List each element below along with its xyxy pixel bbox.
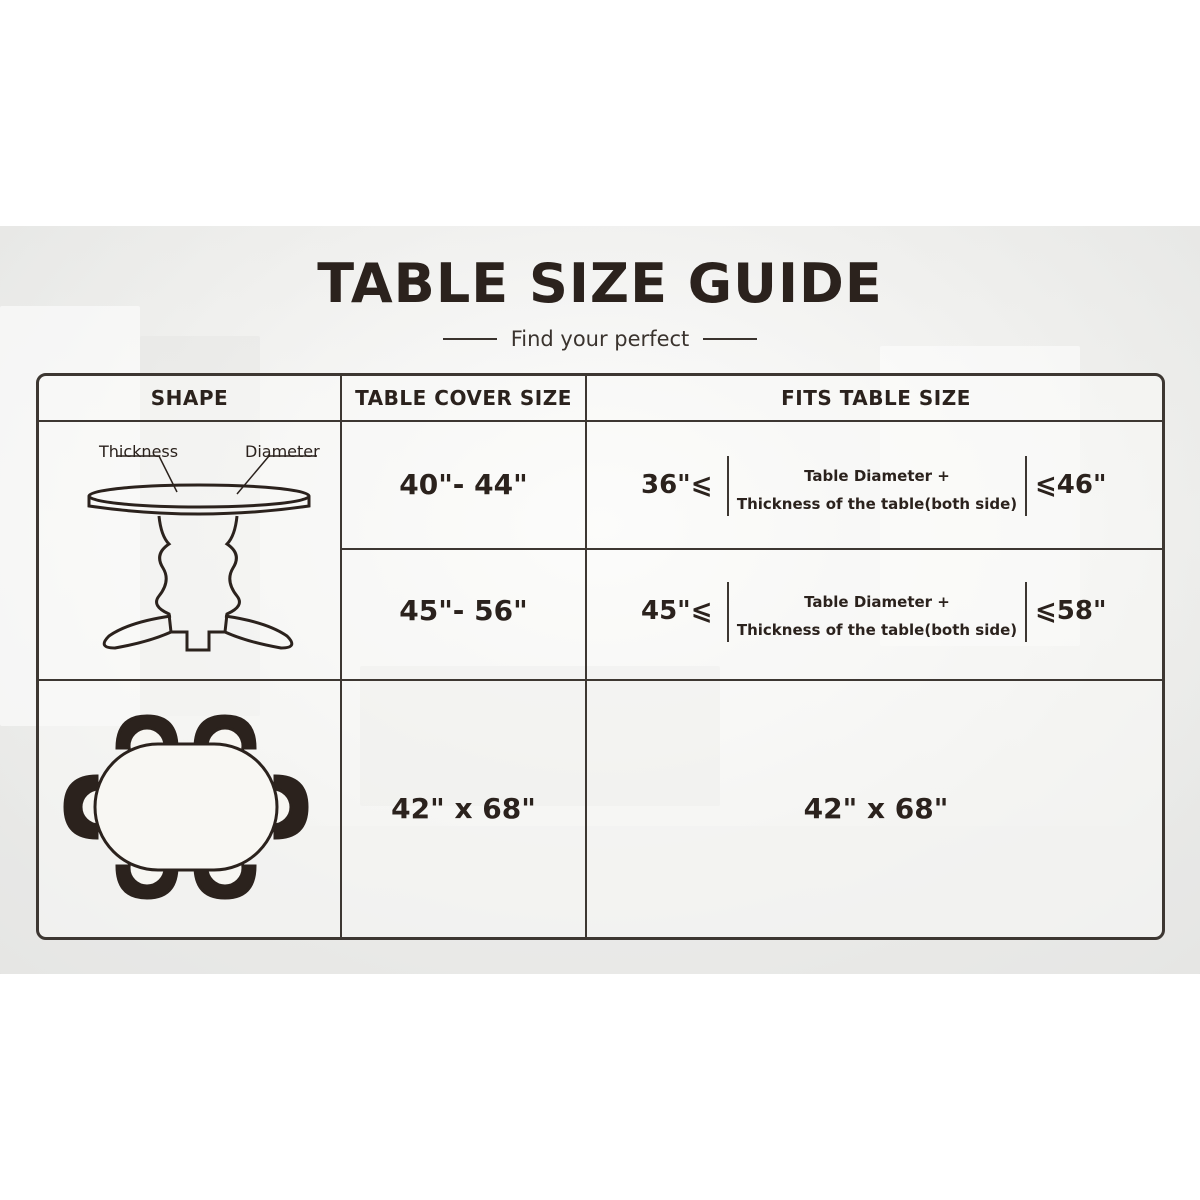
fit-formula-line2: Thickness of the table(both side) (736, 621, 1018, 639)
header-cover-size: TABLE COVER SIZE (355, 386, 572, 410)
fit-size-row-3: 42" x 68" (803, 792, 949, 825)
fit-max: ⩽58" (1035, 596, 1107, 626)
cover-size-row-3: 42" x 68" (391, 792, 536, 825)
header-shape: SHAPE (150, 386, 229, 410)
fit-max: ⩽46" (1035, 470, 1107, 500)
fit-formula-line2: Thickness of the table(both side) (736, 495, 1018, 513)
fit-range-row-1 (589, 456, 1162, 516)
subtitle-divider-left (443, 338, 497, 340)
fit-formula-line1: Table Diameter + (804, 467, 950, 485)
oval-table-with-chairs-icon (61, 712, 311, 902)
subtitle: Find your perfect (510, 327, 690, 351)
column-divider-2 (585, 376, 587, 940)
fit-formula (729, 462, 1025, 518)
column-divider-1 (340, 376, 342, 940)
fit-range-row-2 (589, 582, 1162, 642)
fit-formula-line1: Table Diameter + (804, 593, 950, 611)
fit-min: 36"⩽ (641, 470, 713, 500)
round-pedestal-table-icon (59, 436, 339, 666)
header-fits-size: FITS TABLE SIZE (781, 386, 971, 410)
thickness-label: Thickness (99, 442, 179, 461)
row-divider-2 (39, 679, 1165, 681)
header-divider (39, 420, 1165, 422)
row-divider-1 (340, 548, 1165, 550)
size-guide-table (36, 373, 1165, 940)
page-title: TABLE SIZE GUIDE (317, 252, 883, 315)
fit-bar-right (1025, 456, 1027, 516)
diameter-label: Diameter (245, 442, 320, 461)
subtitle-row (0, 323, 1200, 355)
cover-size-row-2: 45"- 56" (399, 594, 528, 627)
cover-size-row-1: 40"- 44" (399, 468, 528, 501)
fit-formula (729, 588, 1025, 644)
fit-bar-right (1025, 582, 1027, 642)
fit-min: 45"⩽ (641, 596, 713, 626)
subtitle-divider-right (703, 338, 757, 340)
